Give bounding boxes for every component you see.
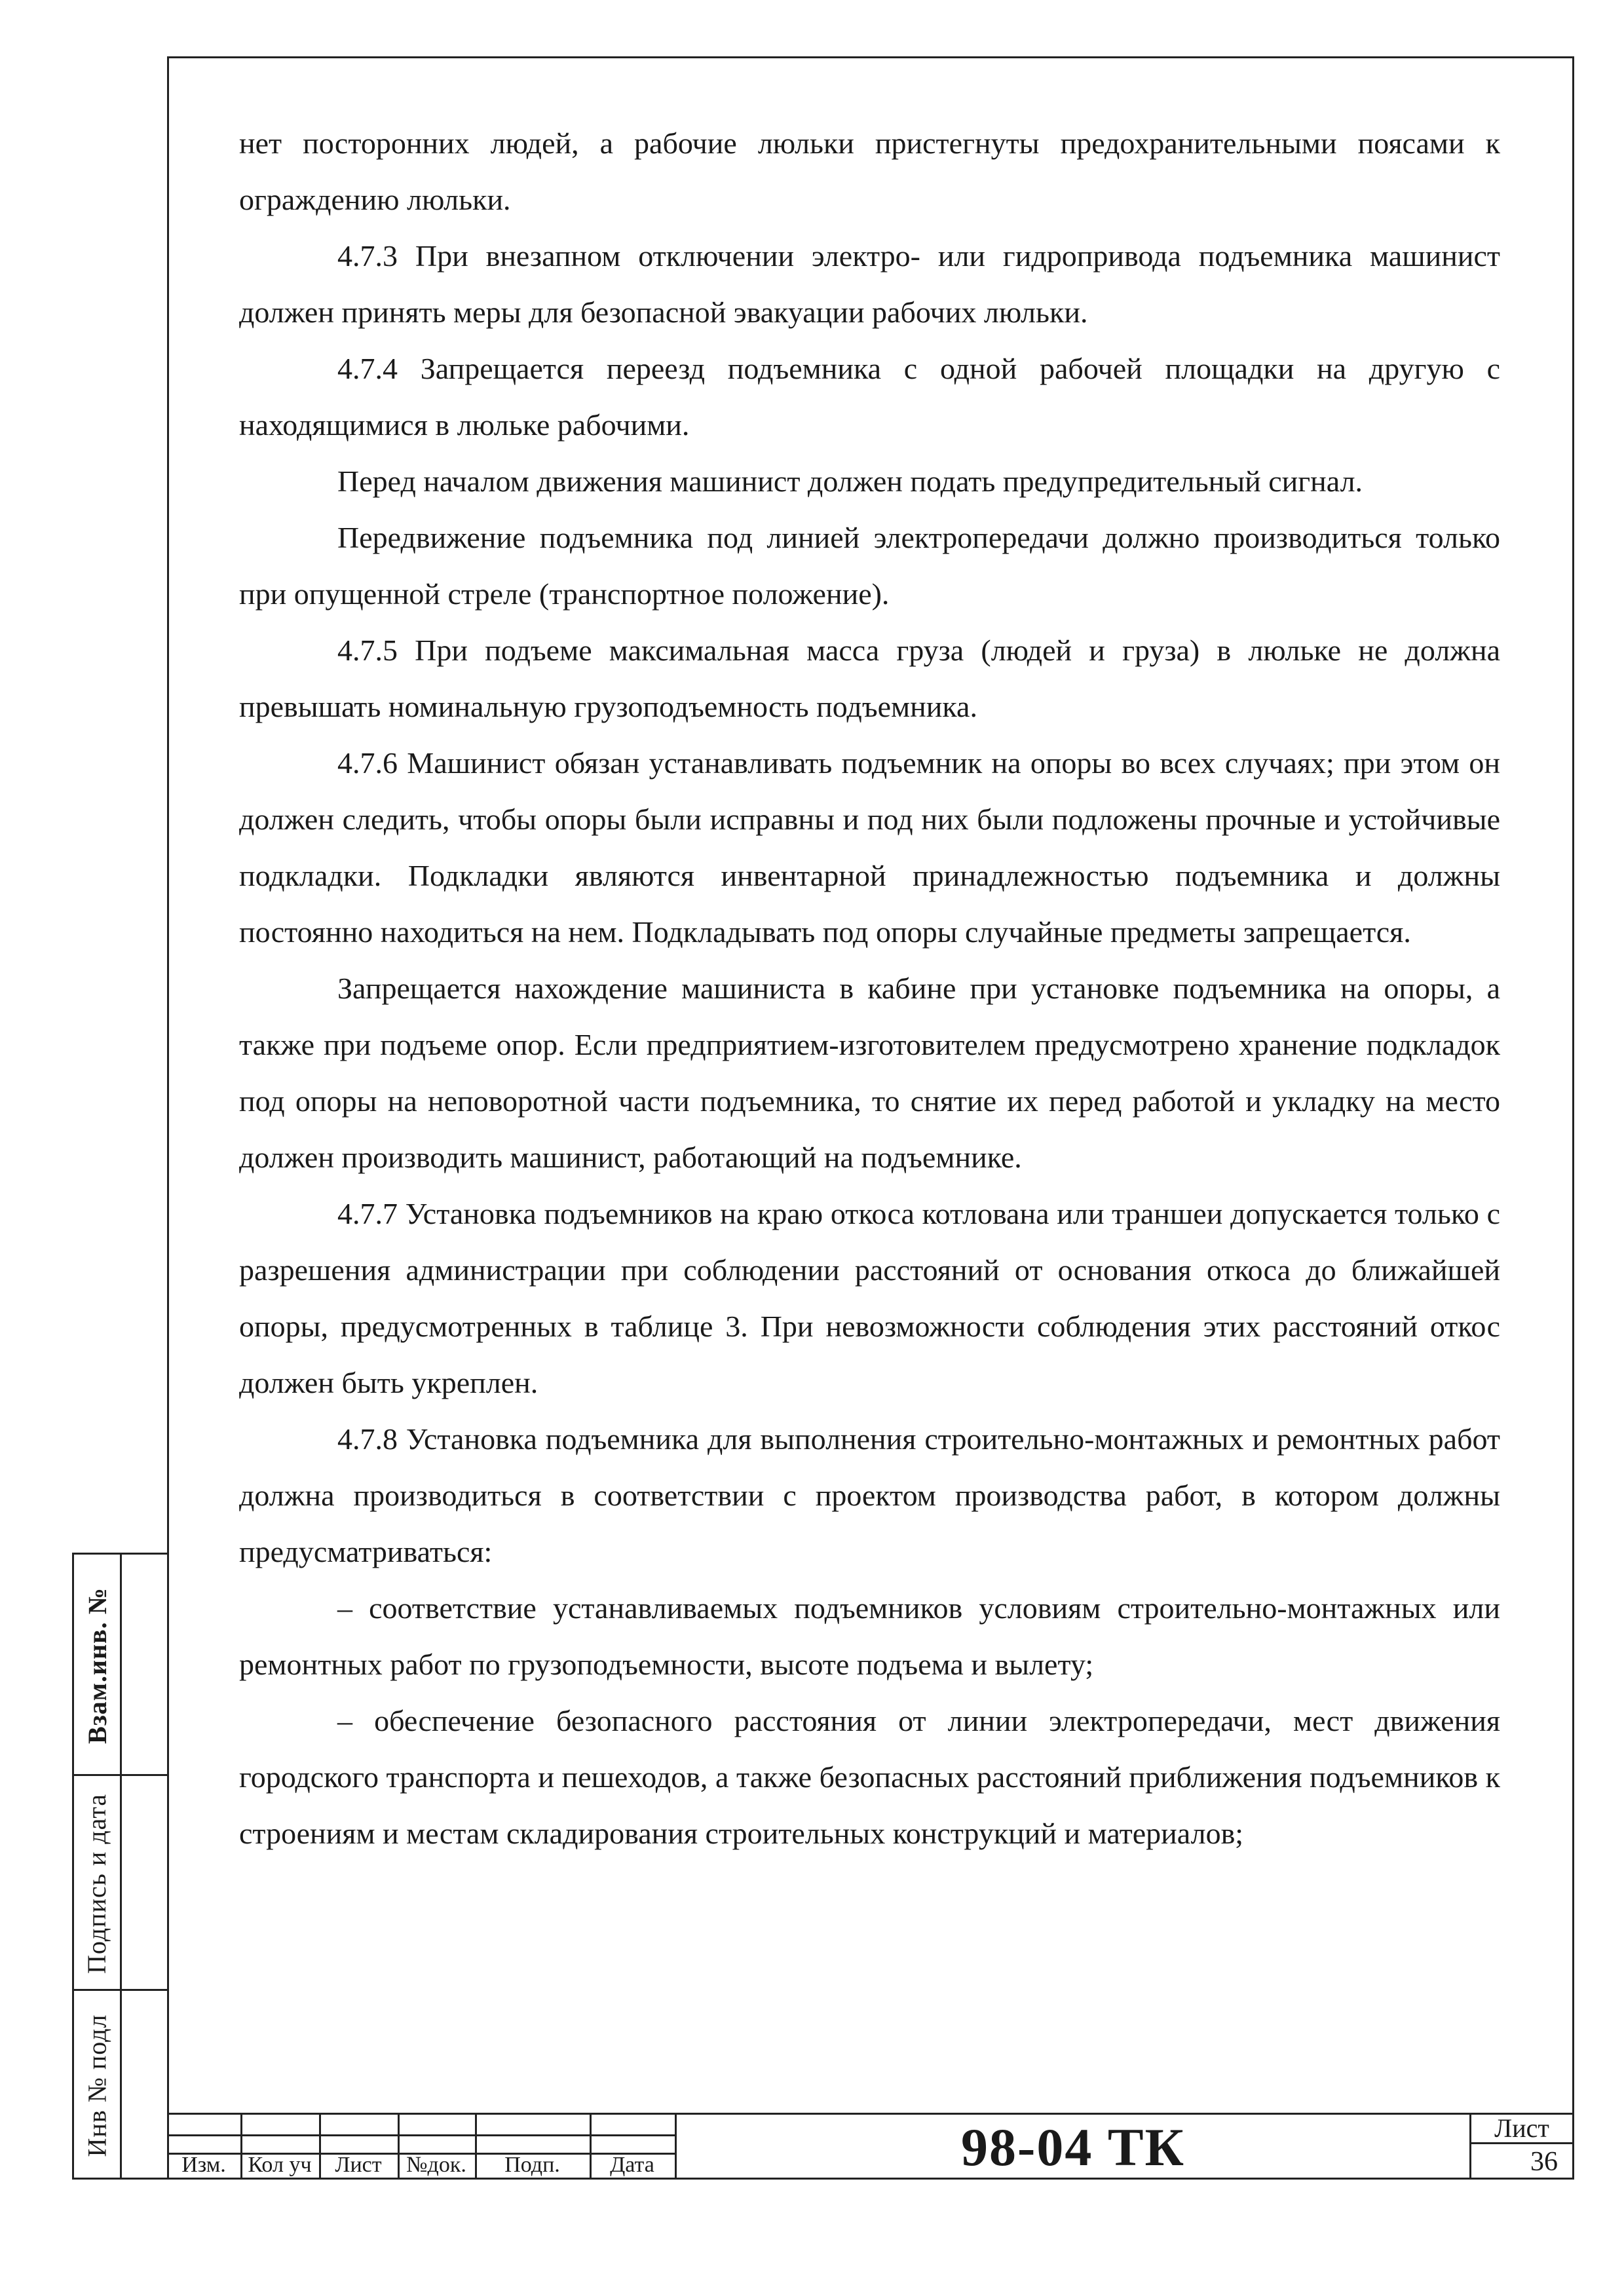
paragraph: 4.7.8 Установка подъемника для выполнения строительно-монтажных и ремонтных работ должна производиться в соответствии с проектом производства работ, в котором должны предусматриваться:: [239, 1422, 1500, 1568]
title-block: [167, 2113, 1574, 2180]
paragraph: нет посторонних людей, а рабочие люльки пристегнуты предохранительными поясами к ограждению люльки.: [239, 126, 1500, 216]
document-body: [239, 115, 1500, 1862]
sheet-label: Лист: [1471, 2115, 1572, 2144]
col-doc-no: №док.: [406, 2153, 466, 2177]
document-code: 98-04 ТК: [675, 2115, 1469, 2180]
col-sheet: Лист: [335, 2153, 382, 2177]
paragraph: – соответствие устанавливаемых подъемников условиям строительно-монтажных или ремонтных работ по грузоподъемности, высоте подъема и вылету;: [239, 1591, 1500, 1681]
paragraph: Перед началом движения машинист должен подать предупредительный сигнал.: [337, 464, 1363, 498]
sheet-box: [1469, 2115, 1572, 2180]
col-change: Изм.: [181, 2153, 226, 2177]
paragraph: 4.7.4 Запрещается переезд подъемника с одной рабочей площадки на другую с находящимися в люльке рабочими.: [239, 352, 1500, 442]
col-signature: Подп.: [504, 2153, 560, 2177]
paragraph: Передвижение подъемника под линией электропередачи должно производиться только при опущенной стреле (транспортное положение).: [239, 521, 1500, 611]
col-date: Дата: [610, 2153, 654, 2177]
approval-strip: [72, 1553, 167, 2180]
inv-swap-label: Взам.инв. №: [82, 1587, 112, 1744]
paragraph: – обеспечение безопасного расстояния от линии электропередачи, мест движения городского транспорта и пешеходов, а также безопасных расстояний приближения подъемников к строениям и местам складирования строительных конструкций и материалов;: [239, 1704, 1500, 1850]
inv-original-label: Инв № подл: [82, 2014, 112, 2157]
paragraph: 4.7.5 При подъеме максимальная масса груза (людей и груза) в люльке не должна превышать номинальную грузоподъемность подъемника.: [239, 633, 1500, 723]
paragraph: Запрещается нахождение машиниста в кабине при установке подъемника на опоры, а также при подъеме опор. Если предприятием-изготовителем предусмотрено хранение подкладок под опоры на неповоротной части подъемника, то снятие их перед работой и укладку на место должен производить машинист, работающий на подъемнике.: [239, 972, 1500, 1174]
paragraph: 4.7.7 Установка подъемников на краю откоса котлована или траншеи допускается только с разрешения администрации при соблюдении расстояний от основания откоса до ближайшей опоры, предусмотренных в таблице 3. При невозможности соблюдения этих расстояний откос должен быть укреплен.: [239, 1197, 1500, 1399]
paragraph: 4.7.6 Машинист обязан устанавливать подъемник на опоры во всех случаях; при этом он должен следить, чтобы опоры были исправны и под них были подложены прочные и устойчивые подкладки. Подкладки являются инвентарной принадлежностью подъемника и должны постоянно находиться на нем. Подкладывать под опоры случайные предметы запрещается.: [239, 746, 1500, 949]
signature-date-label: Подпись и дата: [82, 1793, 112, 1974]
paragraph: 4.7.3 При внезапном отключении электро- или гидропривода подъемника машинист должен принять меры для безопасной эвакуации рабочих люльки.: [239, 239, 1500, 329]
col-count: Кол уч: [248, 2153, 312, 2177]
sheet-number: 36: [1530, 2147, 1558, 2177]
revision-grid: [167, 2115, 675, 2180]
